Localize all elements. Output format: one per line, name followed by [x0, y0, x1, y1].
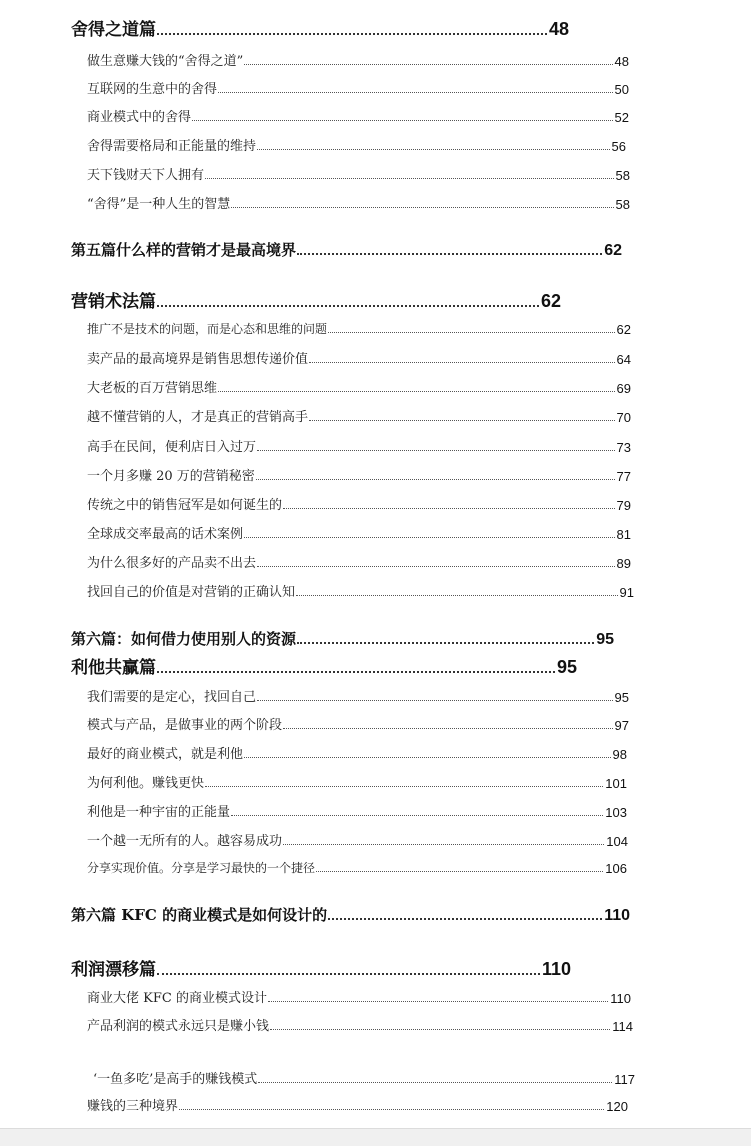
toc-entry	[87, 348, 631, 367]
toc-heading	[71, 955, 571, 980]
toc-label: 舍得需要格局和正能量的维持	[87, 139, 257, 154]
toc-page-number: 104	[606, 834, 628, 849]
toc-entry	[87, 581, 634, 600]
dot-leader	[157, 305, 539, 307]
toc-page-number: 62	[604, 242, 622, 259]
dot-leader	[205, 178, 614, 179]
toc-entry	[87, 494, 631, 513]
toc-entry	[87, 106, 629, 125]
toc-entry	[87, 772, 627, 791]
toc-page-number: 110	[604, 907, 630, 924]
toc-entry	[87, 436, 631, 455]
toc-page-number: 117	[614, 1072, 635, 1087]
toc-entry	[87, 320, 631, 337]
toc-heading	[71, 239, 622, 260]
toc-page-number: 101	[605, 776, 627, 791]
toc-label: 卖产品的最高境界是销售思想传递价值	[87, 352, 309, 367]
toc-label: 全球成交率最高的话术案例	[87, 527, 244, 542]
toc-entry	[87, 523, 631, 542]
toc-label: 我们需要的是定心，找回自己	[87, 690, 257, 705]
dot-leader	[328, 332, 615, 333]
dot-leader	[270, 1029, 610, 1030]
toc-label: 互联网的生意中的舍得	[87, 82, 218, 97]
toc-page-number: 91	[619, 585, 634, 600]
dot-leader	[309, 420, 615, 421]
dot-leader	[283, 508, 615, 509]
toc-label: 产品利润的模式永远只是赚小钱	[87, 1019, 270, 1034]
toc-entry	[93, 1068, 635, 1087]
dot-leader	[244, 64, 612, 65]
toc-label: 赚钱的三种境界	[87, 1099, 179, 1114]
toc-page-number: 120	[606, 1099, 628, 1114]
toc-page-number: 58	[615, 197, 630, 212]
toc-entry	[87, 714, 629, 733]
toc-entry	[87, 859, 627, 876]
toc-label: 利他是一种宇宙的正能量	[87, 805, 231, 820]
dot-leader	[157, 671, 555, 673]
toc-page-number: 64	[616, 352, 631, 367]
toc-page-number: 103	[605, 805, 627, 820]
toc-page-number: 114	[612, 1019, 633, 1034]
toc-page-number: 95	[614, 690, 629, 705]
toc-label: 大老板的百万营销思维	[87, 381, 218, 396]
dot-leader	[283, 728, 613, 729]
toc-page-number: 98	[612, 747, 627, 762]
toc-label: ‘一鱼多吃’是高手的赚钱模式	[93, 1072, 258, 1087]
toc-entry	[87, 135, 626, 154]
toc-page-number: 58	[615, 168, 630, 183]
toc-label: “舍得”是一种人生的智慧	[87, 197, 231, 212]
toc-heading	[71, 15, 569, 40]
dot-leader	[257, 700, 613, 701]
toc-label: 为什么很多好的产品卖不出去	[87, 556, 257, 571]
dot-leader	[309, 362, 615, 363]
toc-entry	[87, 686, 629, 705]
dot-leader	[268, 1001, 608, 1002]
toc-page-number: 110	[610, 991, 631, 1006]
toc-page-number: 62	[616, 322, 631, 337]
toc-entry	[87, 801, 627, 820]
toc-page-number: 48	[548, 19, 569, 39]
dot-leader	[328, 918, 602, 920]
dot-leader	[192, 120, 613, 121]
dot-leader	[244, 537, 615, 538]
toc-page-number: 77	[616, 469, 631, 484]
toc-entry	[87, 552, 631, 571]
toc-page-number: 56	[611, 139, 626, 154]
dot-leader	[297, 253, 602, 255]
toc-page-number: 73	[616, 440, 631, 455]
dot-leader	[283, 844, 604, 845]
toc-label: 舍得之道篇	[71, 20, 156, 40]
toc-entry	[87, 987, 631, 1006]
dot-leader	[157, 33, 547, 35]
toc-entry	[87, 193, 630, 212]
dot-leader	[257, 450, 615, 451]
dot-leader	[179, 1109, 604, 1110]
toc-page-number: 70	[616, 410, 631, 425]
toc-page-number: 106	[605, 861, 627, 876]
toc-label: 为何利他。赚钱更快	[87, 776, 205, 791]
toc-page-number: 97	[614, 718, 629, 733]
toc-heading	[71, 904, 630, 925]
toc-label: 利他共赢篇	[71, 658, 156, 678]
toc-label: 营销术法篇	[71, 292, 156, 312]
toc-entry	[87, 1015, 633, 1034]
dot-leader	[316, 871, 603, 872]
toc-label: 第六篇：如何借力使用别人的资源	[71, 630, 297, 648]
toc-entry	[87, 377, 631, 396]
viewer-bottom-bar	[0, 1128, 751, 1146]
dot-leader	[205, 786, 603, 787]
toc-entry	[87, 1095, 628, 1114]
toc-entry	[87, 465, 631, 484]
dot-leader	[157, 973, 540, 975]
dot-leader	[244, 757, 611, 758]
toc-label: 找回自己的价值是对营销的正确认知	[87, 585, 296, 600]
toc-label: 分享实现价值。分享是学习最快的一个捷径	[87, 861, 316, 875]
toc-label: 模式与产品，是做事业的两个阶段	[87, 718, 283, 733]
toc-label: 第六篇 KFC 的商业模式是如何设计的	[71, 906, 328, 924]
toc-label: 商业大佬 KFC 的商业模式设计	[87, 991, 267, 1006]
dot-leader	[257, 566, 615, 567]
toc-page-number: 110	[541, 959, 571, 979]
toc-entry	[87, 78, 629, 97]
toc-heading	[71, 628, 614, 649]
dot-leader	[218, 92, 613, 93]
toc-label: 高手在民间，便利店日入过万	[87, 440, 257, 455]
toc-label: 做生意赚大钱的“舍得之道”	[87, 54, 244, 69]
toc-label: 第五篇什么样的营销才是最高境界	[71, 241, 297, 259]
toc-label: 传统之中的销售冠军是如何诞生的	[87, 498, 283, 513]
dot-leader	[258, 1082, 612, 1083]
toc-label: 最好的商业模式，就是利他	[87, 747, 244, 762]
toc-page-number: 69	[616, 381, 631, 396]
toc-page-number: 48	[614, 54, 629, 69]
toc-page-number: 62	[540, 291, 561, 311]
toc-page-number: 50	[614, 82, 629, 97]
dot-leader	[257, 149, 610, 150]
dot-leader	[218, 391, 615, 392]
toc-entry	[87, 164, 630, 183]
toc-page-number: 95	[596, 631, 614, 648]
toc-label: 商业模式中的舍得	[87, 110, 192, 125]
toc-entry	[87, 50, 629, 69]
toc-label: 一个越一无所有的人。越容易成功	[87, 834, 283, 849]
toc-label: 越不懂营销的人，才是真正的营销高手	[87, 410, 309, 425]
toc-entry	[87, 406, 631, 425]
toc-page-number: 52	[614, 110, 629, 125]
dot-leader	[297, 642, 594, 644]
toc-page-number: 95	[556, 657, 577, 677]
toc-label: 利润漂移篇	[71, 960, 156, 980]
dot-leader	[256, 479, 615, 480]
toc-page-number: 89	[616, 556, 631, 571]
toc-heading	[71, 287, 561, 312]
toc-page-number: 79	[616, 498, 631, 513]
toc-page-number: 81	[616, 527, 631, 542]
dot-leader	[296, 595, 618, 596]
toc-heading	[71, 653, 577, 678]
toc-entry	[87, 743, 627, 762]
toc-label: 天下钱财天下人拥有	[87, 168, 205, 183]
dot-leader	[231, 815, 603, 816]
dot-leader	[231, 207, 613, 208]
toc-entry	[87, 830, 628, 849]
toc-label: 一个月多赚 20 万的营销秘密	[87, 469, 255, 484]
toc-label: 推广不是技术的问题，而是心态和思维的问题	[87, 322, 328, 336]
